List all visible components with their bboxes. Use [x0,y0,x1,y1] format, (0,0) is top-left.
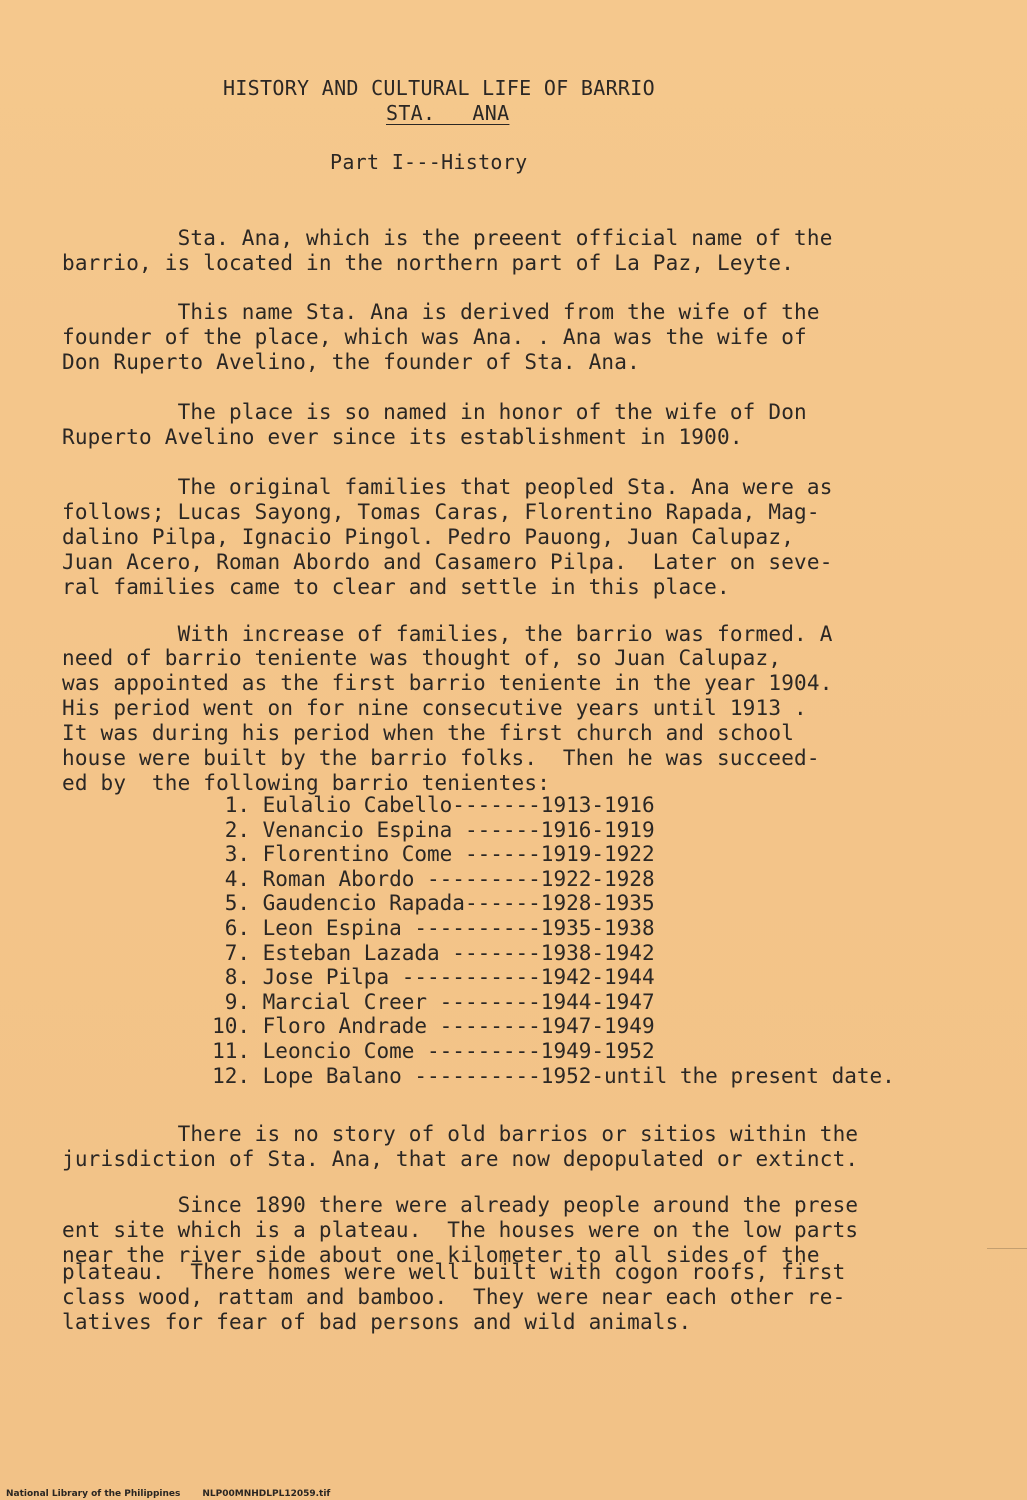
paragraph-1-line-2: barrio, is located in the northern part of La Paz, Leyte. [62,251,795,275]
paragraph-5-line-7: ed by the following barrio tenientes: [62,771,551,795]
list-item-number: 6. [224,915,250,940]
paragraph-3-line-1: The place is so named in honor of the wife of Don [62,400,807,424]
closing-paragraph-2-line-1: Since 1890 there were already people around the prese [62,1193,859,1217]
list-item-entry: Esteban Lazada -------1938-1942 [262,940,655,965]
paragraph-4-line-1: The original families that peopled Sta. Ana were as [62,475,833,499]
footer-library: National Library of the Philippines [6,1489,181,1499]
list-item [190,916,895,941]
paragraph-5-line-5: It was during his period when the first church and school [62,721,795,745]
list-item [190,891,895,916]
list-item-entry: Leon Espina ----------1935-1938 [262,915,655,940]
list-item-entry: Jose Pilpa -----------1942-1944 [262,965,655,990]
closing-paragraph-2-line-6: latives for fear of bad persons and wild animals. [62,1310,692,1334]
list-item-number: 7. [224,940,250,965]
list-item [190,842,895,867]
list-item-number: 11. [212,1038,250,1063]
closing-paragraph-1-line-1: There is no story of old barrios or sitios within the [62,1122,859,1146]
paragraph-5-line-6: house were built by the barrio folks. Then he was succeed- [62,746,820,770]
paragraph-5-line-4: His period went on for nine consecutive years until 1913 . [62,696,807,720]
closing-paragraph-2-line-5: class wood, rattam and bamboo. They were near each other re- [62,1285,846,1309]
document-subtitle: STA. ANA [386,101,510,125]
list-item-number: 12. [212,1063,250,1088]
list-item [190,818,895,843]
list-item-number: 8. [224,965,250,990]
list-item-entry: Gaudencio Rapada------1928-1935 [262,891,655,916]
paragraph-4-line-5: ral families came to clear and settle in this place. [62,575,730,599]
list-item [190,965,895,990]
closing-paragraph-2-line-2: ent site which is a plateau. The houses were on the low parts [62,1218,859,1242]
list-item-number: 4. [224,866,250,891]
list-item-entry: Floro Andrade --------1947-1949 [262,1014,655,1039]
list-item [190,1039,895,1064]
part-heading: Part I---History [330,150,528,174]
list-item [190,990,895,1015]
list-item [190,867,895,892]
paragraph-5-line-3: was appointed as the first barrio teniente in the year 1904. [62,671,833,695]
scan-mark [987,1248,1027,1259]
paragraph-5-line-2: need of barrio teniente was thought of, so Juan Calupaz, [62,646,782,670]
scan-footer [6,1489,352,1499]
closing-paragraph-1-line-2: jurisdiction of Sta. Ana, that are now depopulated or extinct. [62,1147,859,1171]
paragraph-3-line-2: Ruperto Avelino ever since its establishment in 1900. [62,425,743,449]
paragraph-4-line-3: dalino Pilpa, Ignacio Pingol. Pedro Pauong, Juan Calupaz, [62,525,795,549]
paragraph-1-line-1: Sta. Ana, which is the preeent official name of the [62,226,833,250]
paragraph-4-line-2: follows; Lucas Sayong, Tomas Caras, Florentino Rapada, Mag- [62,500,820,524]
paragraph-2-line-1: This name Sta. Ana is derived from the wife of the [62,300,820,324]
list-item [190,793,895,818]
list-item-entry: Marcial Creer --------1944-1947 [262,989,655,1014]
footer-file: NLP00MNHDLPL12059.tif [202,1489,331,1499]
list-item-entry: Leoncio Come ---------1949-1952 [262,1038,655,1063]
paragraph-5-line-1: With increase of families, the barrio was formed. A [62,622,833,646]
list-item-entry: Roman Abordo ---------1922-1928 [262,866,655,891]
list-item-number: 5. [224,891,250,916]
list-item-entry: Lope Balano ----------1952-until the present date. [262,1063,895,1088]
list-item-number: 1. [224,793,250,817]
list-item-entry: Florentino Come ------1919-1922 [262,842,655,867]
list-item-number: 3. [224,842,250,867]
paragraph-2-line-3: Don Ruperto Avelino, the founder of Sta. Ana. [62,350,640,374]
closing-paragraph-2-line-4: plateau. There homes were well built with cogon roofs, first [62,1260,846,1284]
list-item-entry: Venancio Espina ------1916-1919 [262,817,655,842]
document-title: HISTORY AND CULTURAL LIFE OF BARRIO [223,76,655,100]
list-item-number: 2. [224,817,250,842]
list-item [190,1014,895,1039]
list-item [190,941,895,966]
tenientes-list [190,793,895,1088]
paragraph-4-line-4: Juan Acero, Roman Abordo and Casamero Pilpa. Later on seve- [62,550,833,574]
list-item-number: 10. [212,1014,250,1039]
list-item [190,1064,895,1089]
closing-paragraph-2-line-3: near the river side about one kilometer to all sides of the [62,1243,820,1267]
paragraph-2-line-2: founder of the place, which was Ana. . Ana was the wife of [62,325,807,349]
list-item-number: 9. [224,989,250,1014]
list-item-entry: Eulalio Cabello-------1913-1916 [262,793,655,817]
